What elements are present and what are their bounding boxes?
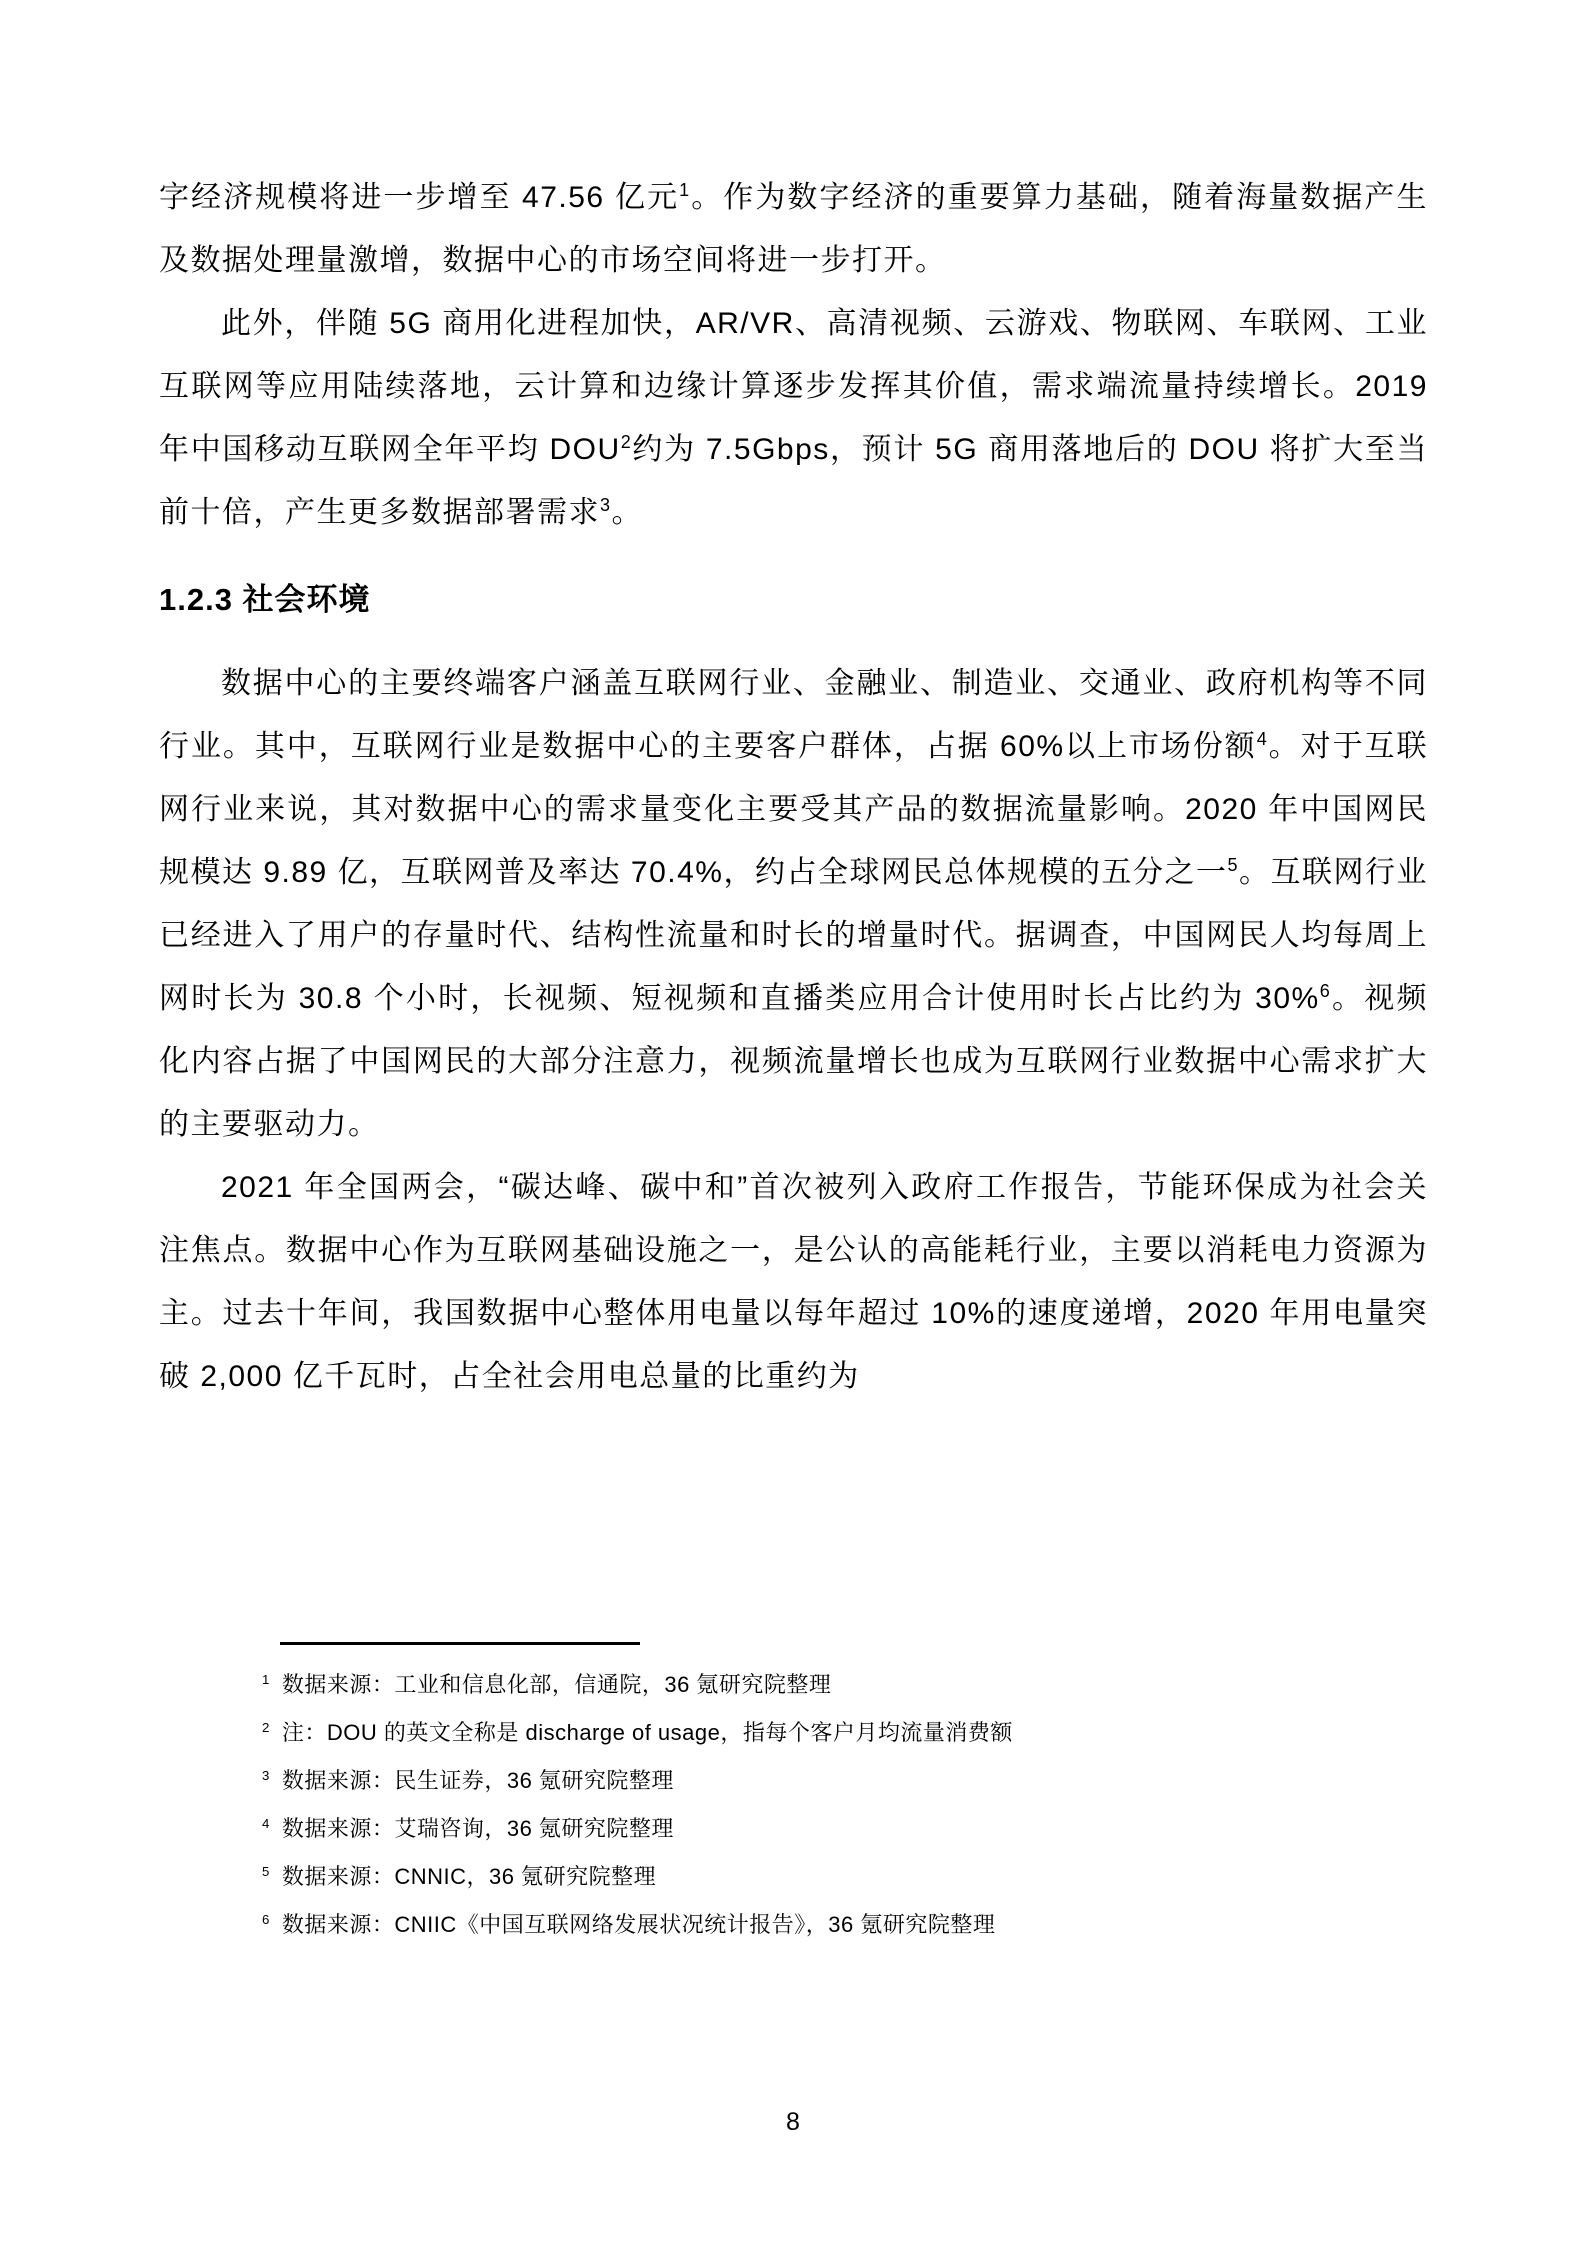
text-run: 。作为数字经济的重要算力基础，随着海量数据产生及数据处理量激增，数据中心的市场空间将进一步打开。 [159,181,1428,277]
footnote-item [262,1709,1428,1757]
text-run: 此外，伴随 5G 商用化进程加快，AR/VR、高清视频、云游戏、物联网、车联网、工业互联网等应用陆续落地，云计算和边缘计算逐步发挥其价值，需求端流量持续增长。2019 年中国移动互联网全年平均 DOU [159,307,1428,466]
text-run: 数据中心的主要终端客户涵盖互联网行业、金融业、制造业、交通业、政府机构等不同行业。其中，互联网行业是数据中心的主要客户群体，占据 60%以上市场份额 [159,667,1428,763]
footnote-list [262,1661,1428,1949]
footnote-item [262,1757,1428,1805]
footnote-number: 1 [262,1671,270,1687]
footnote-text: 数据来源：CNIIC《中国互联网络发展状况统计报告》，36 氪研究院整理 [281,1912,996,1937]
footnote-text: 数据来源：工业和信息化部，信通院，36 氪研究院整理 [281,1672,832,1697]
text-run: 。 [611,496,644,529]
text-run: 约为 7.5Gbps，预计 5G 商用落地后的 DOU 将扩大至当前十倍，产生更多数据部署需求 [159,433,1428,529]
text-run: 。互联网行业已经进入了用户的存量时代、结构性流量和时长的增量时代。据调查，中国网民人均每周上网时长为 30.8 个小时，长视频、短视频和直播类应用合计使用时长占比约为 30% [159,856,1429,1015]
footnote-number: 6 [262,1911,270,1927]
footnote-ref: 1 [679,180,691,200]
page-number: 8 [786,2108,800,2136]
text-run: 2021 年全国两会，“碳达峰、碳中和”首次被列入政府工作报告，节能环保成为社会关注焦点。数据中心作为互联网基础设施之一，是公认的高能耗行业，主要以消耗电力资源为主。过去十年间，我国数据中心整体用电量以每年超过 10%的速度递增，2020 年用电量突破 2,000 亿千瓦时，占全社会用电总量的比重约为 [159,1171,1428,1393]
footnote-number: 2 [262,1719,270,1735]
footnote-number: 4 [262,1815,270,1831]
text-run: 。对于互联网行业来说，其对数据中心的需求量变化主要受其产品的数据流量影响。2020 年中国网民规模达 9.89 亿，互联网普及率达 70.4%，约占全球网民总体规模的五分之一 [159,730,1428,889]
footnote-number: 5 [262,1863,270,1879]
document-body [159,166,1428,1408]
text-run: 。视频化内容占据了中国网民的大部分注意力，视频流量增长也成为互联网行业数据中心需求扩大的主要驱动力。 [159,982,1429,1141]
footnote-ref: 4 [1256,729,1269,749]
paragraph [159,652,1428,1156]
footnote-item [262,1661,1428,1709]
footnote-text: 数据来源：CNNIC，36 氪研究院整理 [281,1864,657,1889]
footnote-ref: 3 [600,495,612,515]
footnote-separator [280,1642,640,1645]
paragraph-continuation [159,166,1428,292]
footnote-item [262,1805,1428,1853]
footnote-number: 3 [262,1767,270,1783]
footnote-ref: 2 [620,432,633,452]
footnote-ref: 6 [1319,981,1332,1001]
footnote-text: 数据来源：民生证券，36 氪研究院整理 [281,1768,674,1793]
footnote-ref: 5 [1227,855,1239,875]
footnote-item [262,1853,1428,1901]
text-run: 字经济规模将进一步增至 47.56 亿元 [159,181,680,214]
footnotes-section [262,1642,1428,1949]
paragraph [159,1156,1428,1408]
footnote-item [262,1901,1428,1949]
footnote-text: 注：DOU 的英文全称是 discharge of usage，指每个客户月均流量消费额 [281,1720,1013,1745]
footnote-text: 数据来源：艾瑞咨询，36 氪研究院整理 [281,1816,674,1841]
section-heading: 1.2.3 社会环境 [159,582,371,617]
paragraph [159,292,1428,544]
